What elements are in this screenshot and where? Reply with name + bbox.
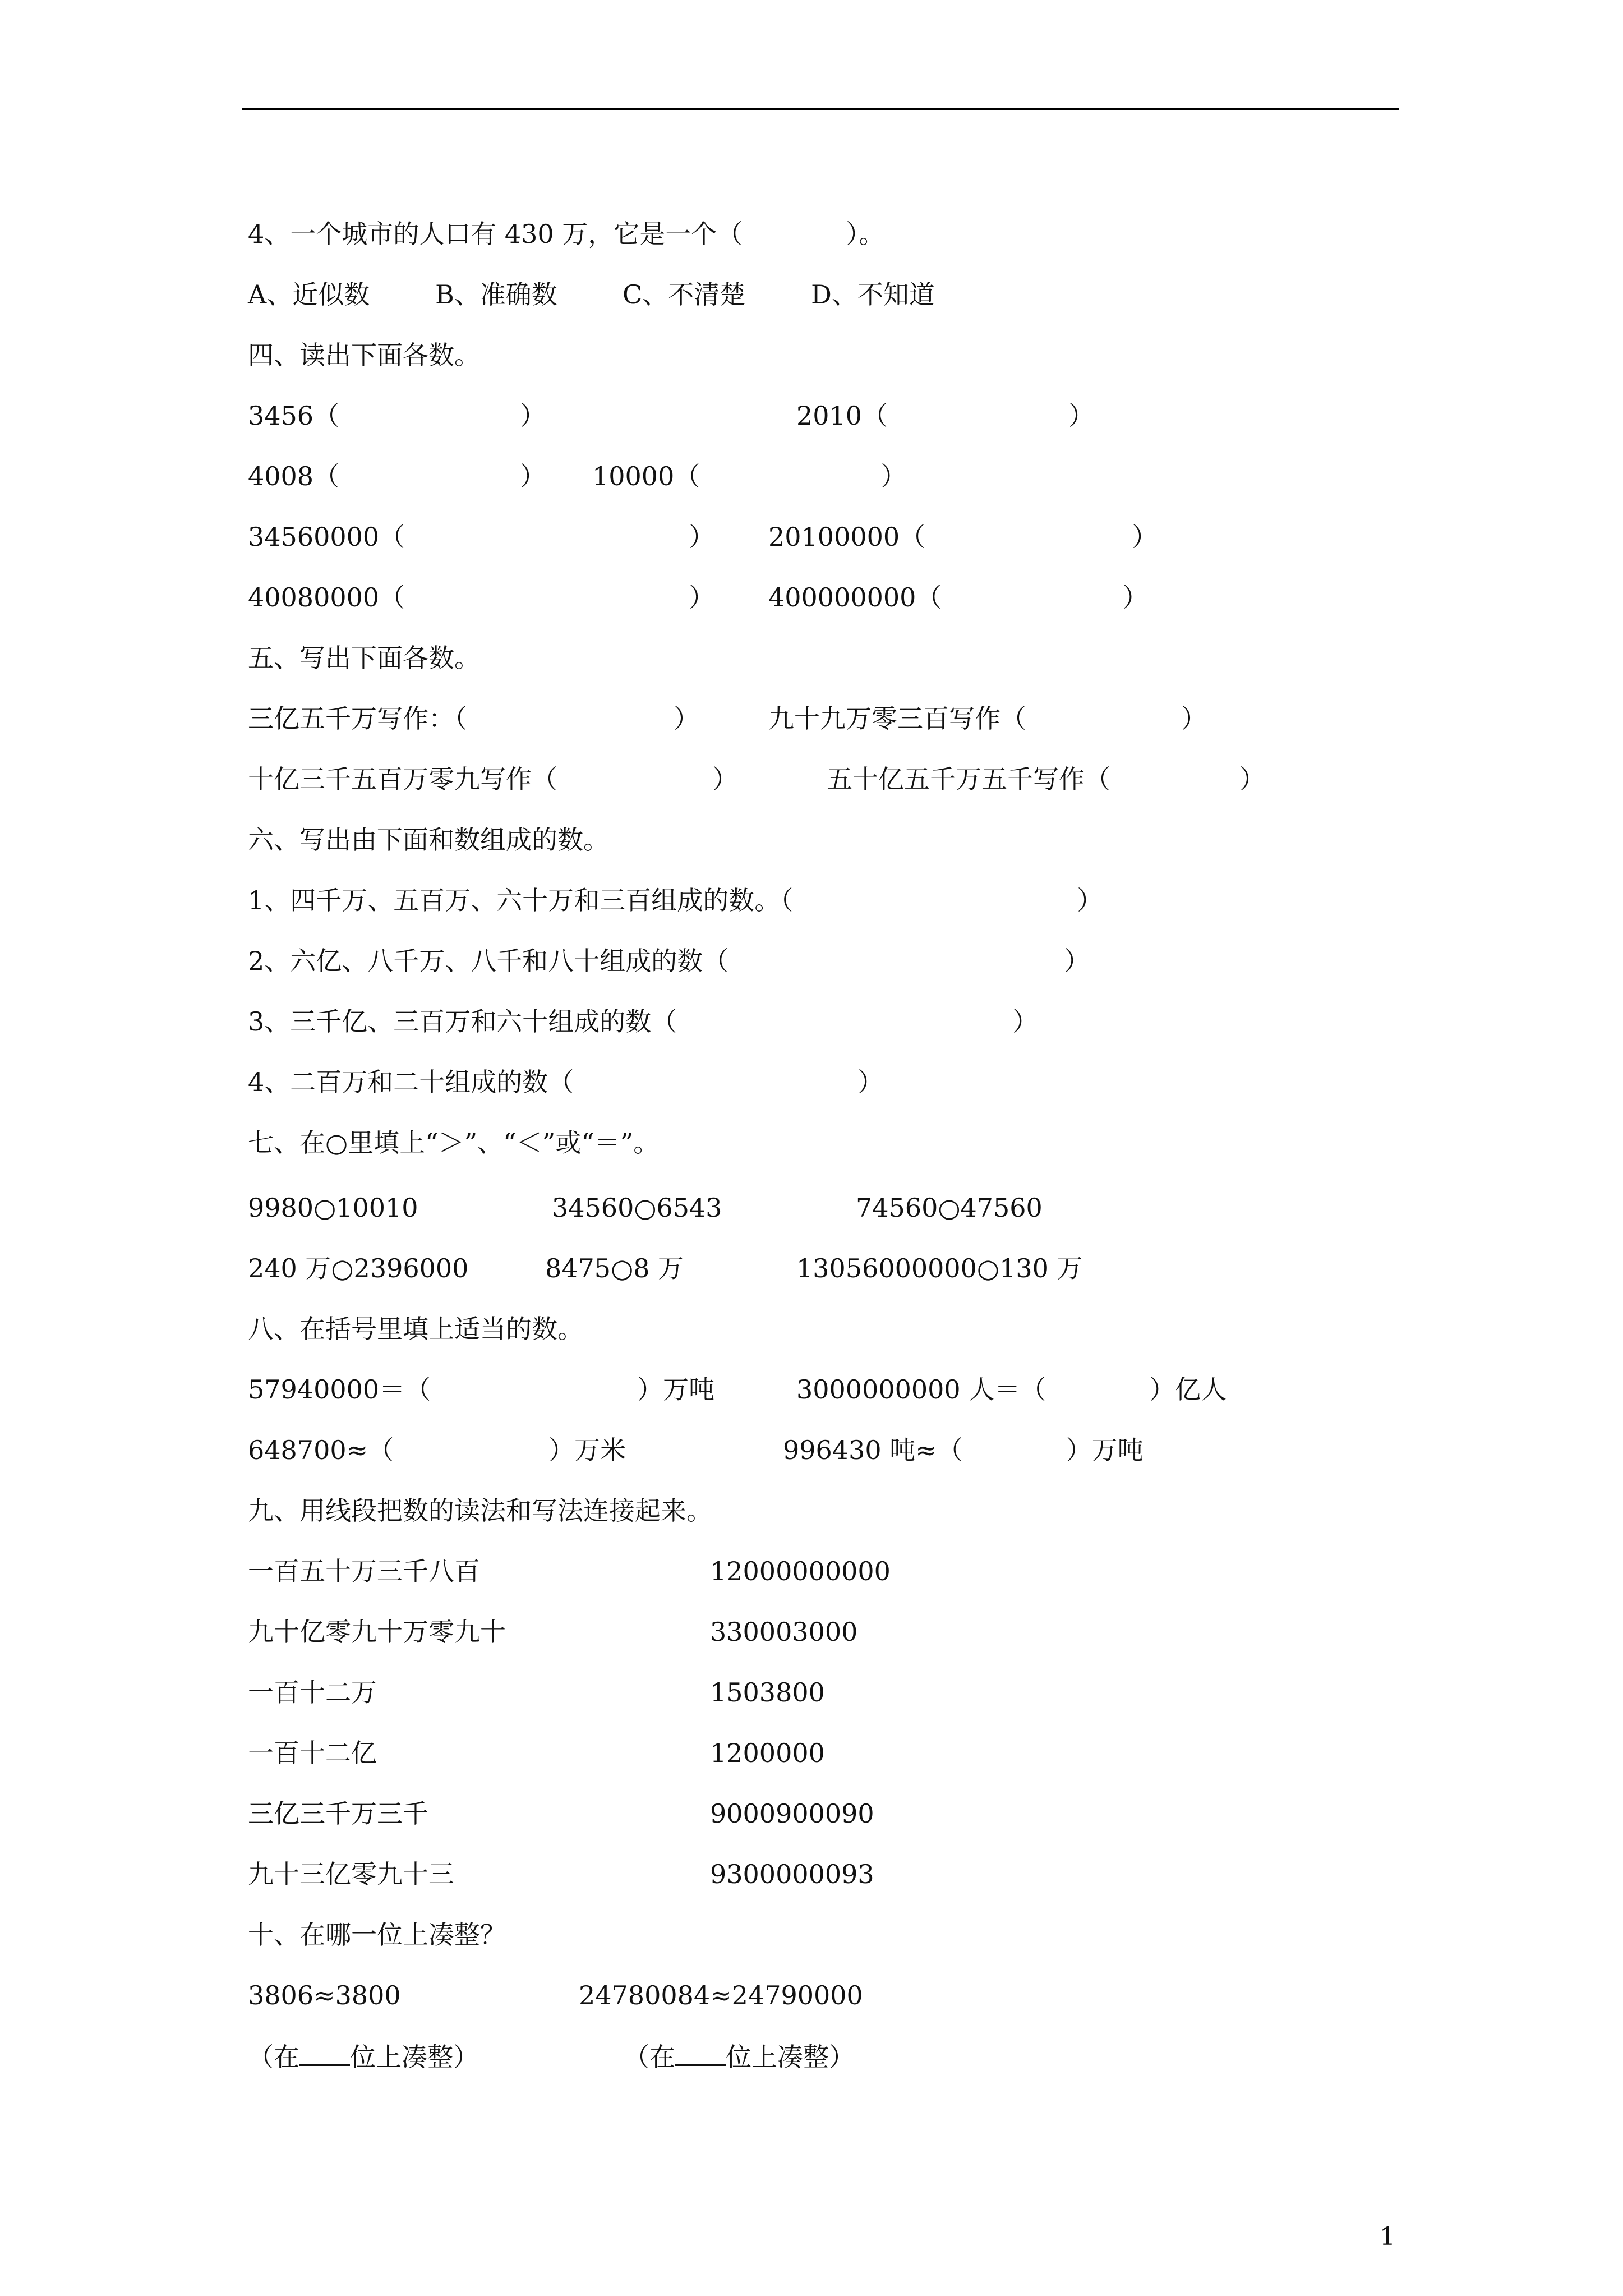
read-item: 10000（ ） (592, 461, 907, 491)
written-form: 12000000000 (710, 1556, 891, 1586)
rounding-hint (248, 2031, 479, 2081)
written-form: 1200000 (710, 1738, 825, 1768)
rounding-hint-suffix: 位上凑整） (726, 2042, 855, 2072)
read-item: 400000000（ ） (768, 582, 1149, 613)
header-rule (242, 108, 1399, 110)
compose-item: 2、六亿、八千万、八千和八十组成的数（ ） (248, 946, 1090, 976)
section-6-title: 六、写出由下面和数组成的数。 (248, 825, 609, 855)
written-form: 330003000 (710, 1617, 858, 1647)
write-item: 五十亿五千万五千写作（ ） (827, 764, 1265, 794)
read-item: 4008（ ） (248, 461, 546, 491)
section-7-title: 七、在○里填上“＞”、“＜”或“＝”。 (248, 1128, 660, 1158)
reading-form: 九十三亿零九十三 (248, 1859, 454, 1889)
reading-form: 一百十二亿 (248, 1738, 377, 1768)
compare-item: 74560○47560 (856, 1193, 1043, 1223)
option-c: C、不清楚 (623, 279, 746, 310)
section-4-title: 四、读出下面各数。 (248, 340, 480, 370)
fill-item: 3000000000 人＝（ ）亿人 (796, 1374, 1227, 1405)
section-5-title: 五、写出下面各数。 (248, 643, 480, 673)
fill-item: 648700≈（ ）万米 (248, 1435, 626, 1465)
section-9-title: 九、用线段把数的读法和写法连接起来。 (248, 1496, 712, 1526)
compare-item: 13056000000○130 万 (796, 1253, 1083, 1283)
option-d: D、不知道 (811, 279, 935, 310)
write-item: 三亿五千万写作：（ ） (248, 703, 699, 734)
option-b: B、准确数 (435, 279, 557, 310)
compare-item: 9980○10010 (248, 1193, 418, 1223)
compose-item: 3、三千亿、三百万和六十组成的数（ ） (248, 1006, 1039, 1037)
section-8-title: 八、在括号里填上适当的数。 (248, 1314, 583, 1344)
rounding-hint-prefix: （在 (624, 2042, 675, 2072)
option-a: A、近似数 (248, 279, 370, 310)
rounding-hint (624, 2031, 855, 2081)
fill-item: 996430 吨≈（ ）万吨 (783, 1435, 1144, 1465)
reading-form: 一百五十万三千八百 (248, 1556, 480, 1586)
reading-form: 九十亿零九十万零九十 (248, 1617, 506, 1647)
compare-item: 8475○8 万 (545, 1253, 684, 1283)
write-item: 九十九万零三百写作（ ） (768, 703, 1207, 734)
page-number: 1 (1380, 2223, 1395, 2251)
rounding-hint-suffix: 位上凑整） (350, 2042, 479, 2072)
rounding-hint-prefix: （在 (248, 2042, 299, 2072)
compare-item: 240 万○2396000 (248, 1253, 469, 1283)
reading-form: 一百十二万 (248, 1677, 377, 1708)
written-form: 9300000093 (710, 1859, 874, 1889)
compare-item: 34560○6543 (552, 1193, 722, 1223)
write-item: 十亿三千五百万零九写作（ ） (248, 764, 738, 794)
rounding-item: 3806≈3800 (248, 1980, 401, 2010)
written-form: 9000900090 (710, 1798, 874, 1829)
read-item: 20100000（ ） (768, 522, 1158, 552)
reading-form: 三亿三千万三千 (248, 1798, 428, 1829)
fill-item: 57940000＝（ ）万吨 (248, 1374, 715, 1405)
read-item: 3456（ ） (248, 401, 546, 431)
compose-item: 1、四千万、五百万、六十万和三百组成的数。（ ） (248, 885, 1103, 915)
written-form: 1503800 (710, 1677, 825, 1708)
compose-item: 4、二百万和二十组成的数（ ） (248, 1067, 884, 1097)
answer-blank (299, 2031, 350, 2066)
rounding-item: 24780084≈24790000 (579, 1980, 863, 2010)
read-item: 34560000（ ） (248, 522, 715, 552)
answer-blank (675, 2031, 726, 2066)
read-item: 40080000（ ） (248, 582, 715, 613)
question-4-prompt: 4、一个城市的人口有 430 万，它是一个（ ）。 (248, 219, 885, 249)
read-item: 2010（ ） (796, 401, 1095, 431)
section-10-title: 十、在哪一位上凑整？ (248, 1920, 506, 1950)
